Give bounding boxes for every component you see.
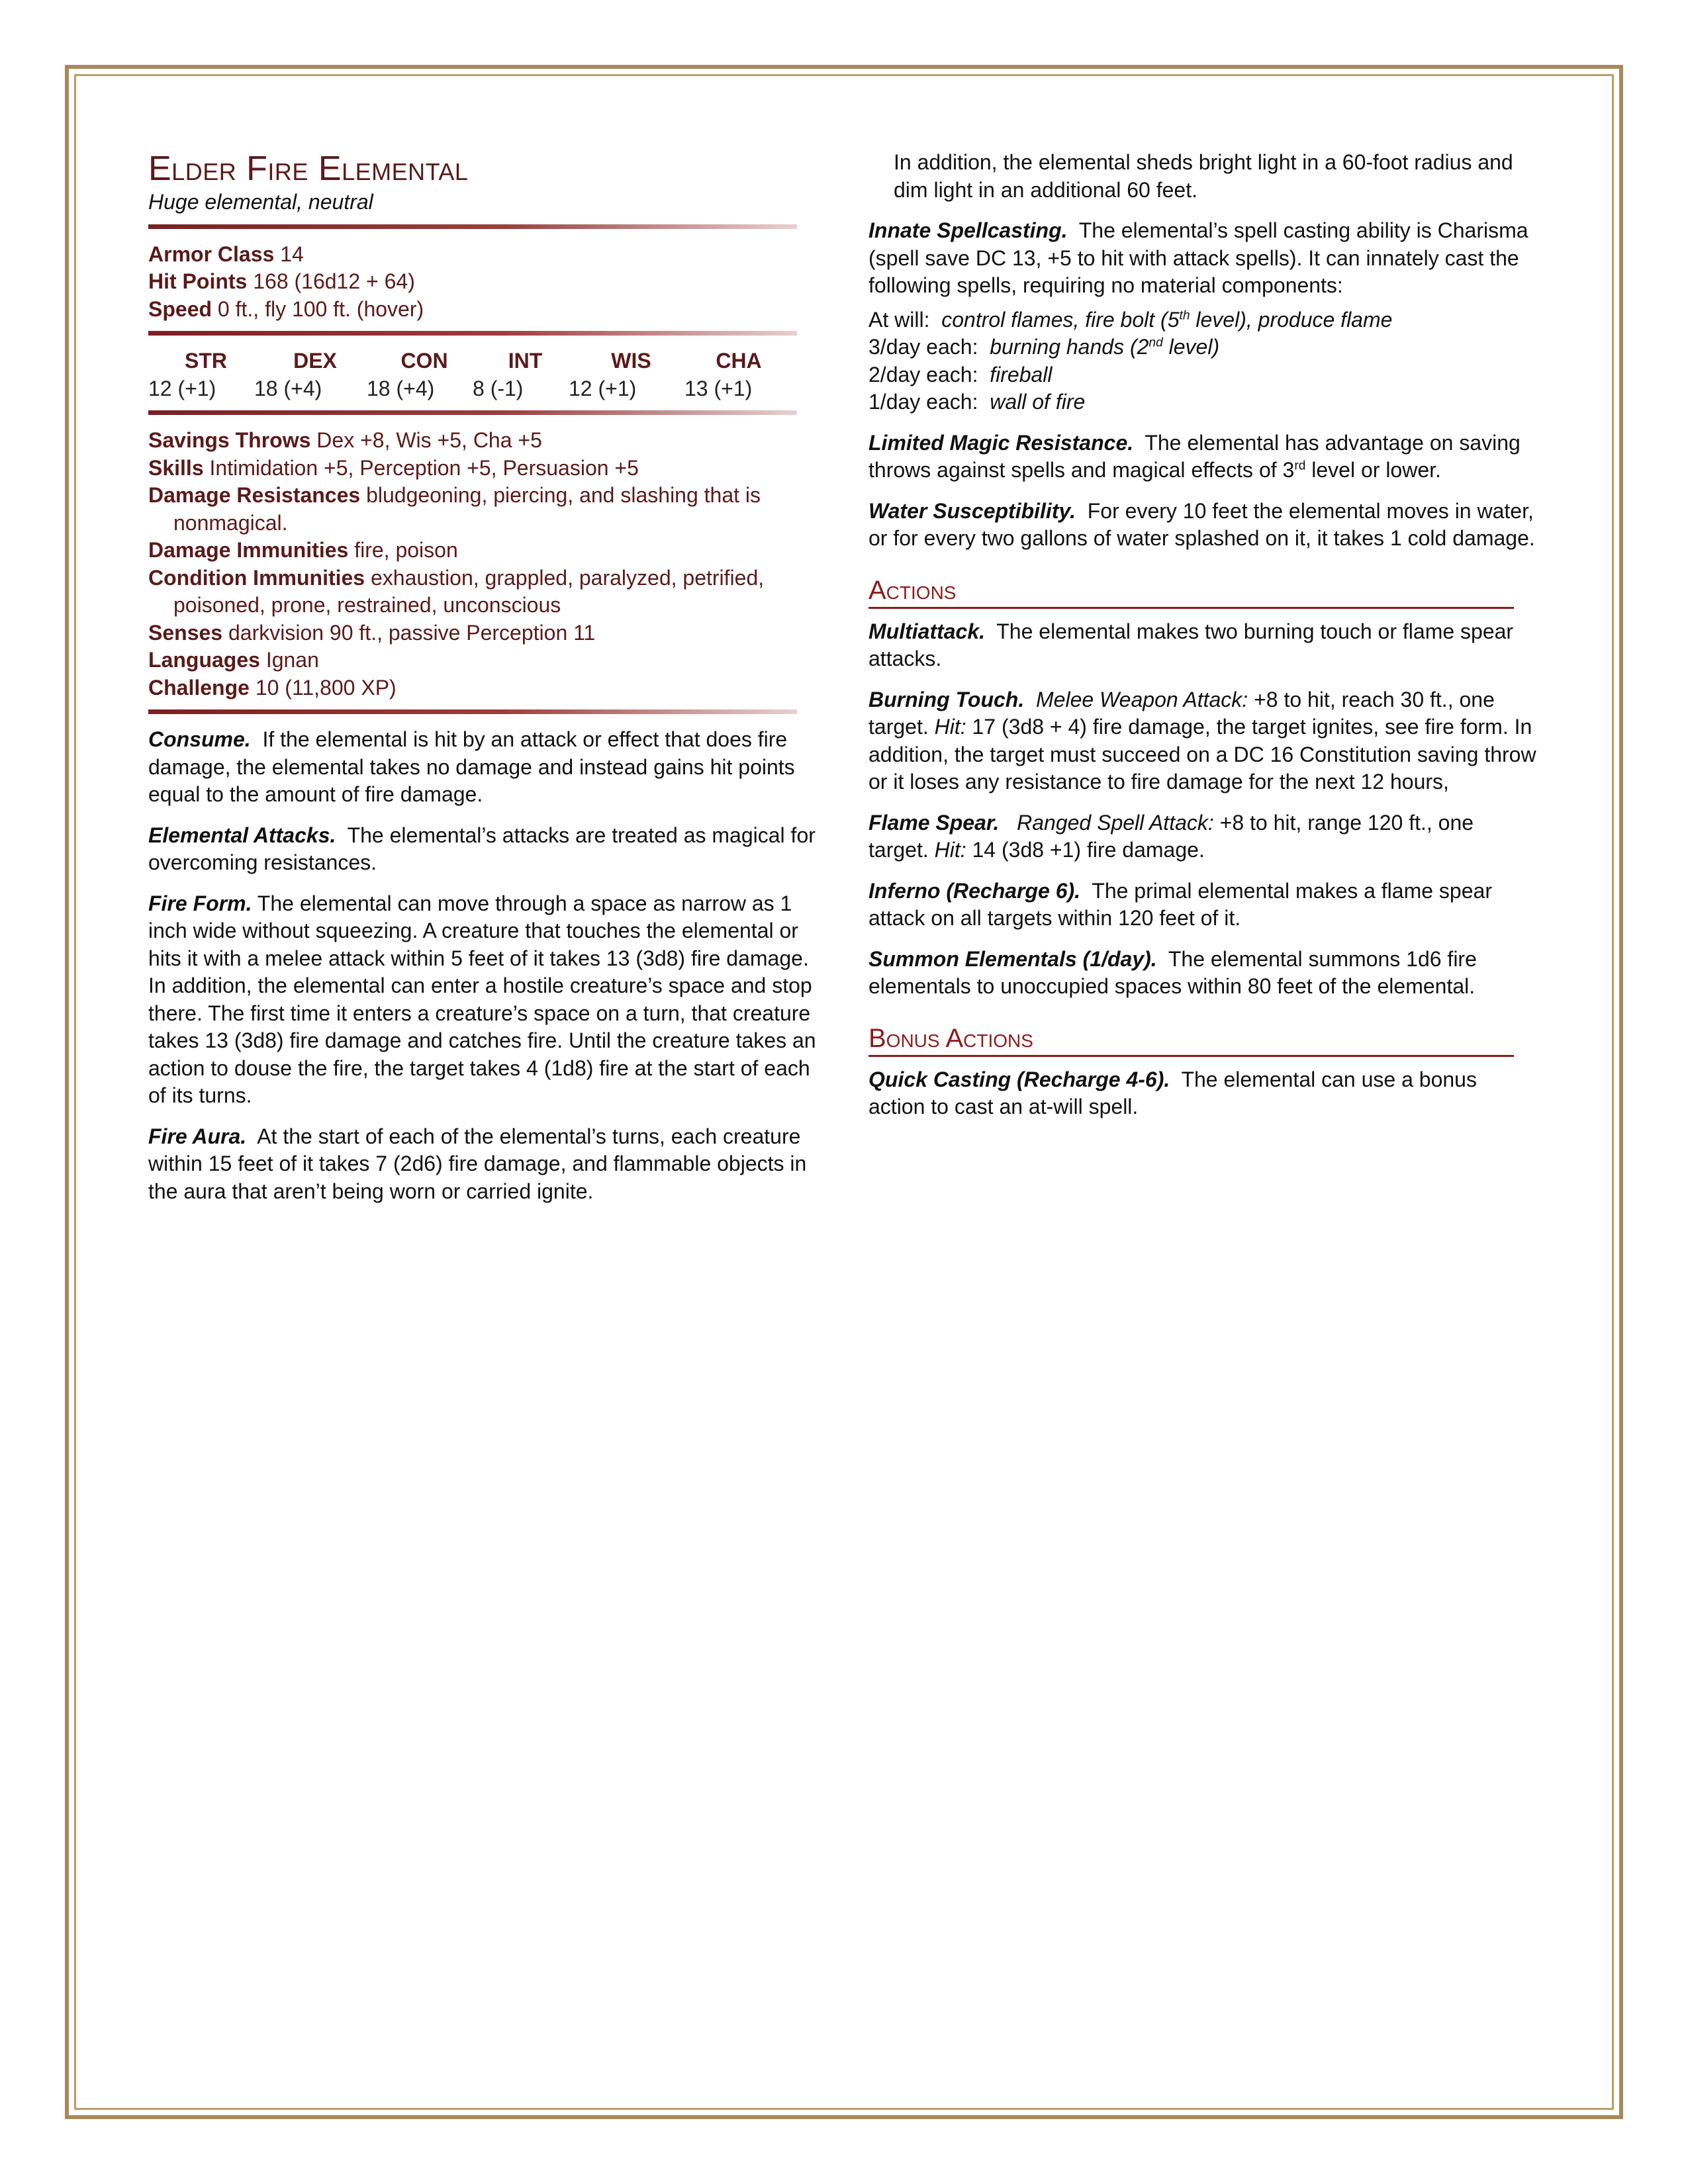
divider: [148, 410, 797, 415]
challenge: Challenge 10 (11,800 XP): [148, 675, 397, 700]
action-flame-spear: Flame Spear. Ranged Spell Attack: +8 to hit, range 120 ft., one target. Hit: 14 (3d8 +1) fire damage.: [868, 810, 1474, 862]
actions-heading: Actions: [868, 575, 1514, 609]
ability-value: 12 (+1): [569, 376, 637, 400]
divider: [148, 224, 797, 229]
ability-name: CHA: [716, 349, 762, 373]
ability-value: 12 (+1): [148, 376, 216, 400]
condition-immunities: Condition Immunities exhaustion, grappled, paralyzed, petrified, poisoned, prone, restrained, unconscious: [148, 565, 765, 617]
monster-name: Elder Fire Elemental: [148, 150, 469, 188]
ability-name: CON: [400, 349, 448, 373]
divider: [148, 709, 797, 714]
damage-immunities: Damage Immunities fire, poison: [148, 538, 458, 562]
senses: Senses darkvision 90 ft., passive Perception 11: [148, 620, 596, 645]
trait-fire-form: Fire Form. The elemental can move through a space as narrow as 1 inch wide without squeezing. A creature that touches the elemental or hits it with a melee attack within 5 feet of it takes 13 (3d8) fire damage. In addition, the elemental can enter a hostile creature’s space and stop there. The first time it enters a creature’s space on a turn, that creature takes 13 (3d8) fire damage and catches fire. Until the creature takes an action to douse the fire, the target takes 4 (1d8) fire at the start of each of its turns.: [148, 891, 816, 1107]
trait-innate-spellcasting: Innate Spellcasting. The elemental’s spell casting ability is Charisma (spell save DC 13, +5 to hit with attack spells). It can innately cast the following spells, requiring no material components:: [868, 218, 1528, 297]
spell-row: 3/day each: burning hands (2nd level): [868, 335, 1220, 359]
bonus-action-quick-casting: Quick Casting (Recharge 4-6). The elemental can use a bonus action to cast an at-will spell.: [868, 1067, 1477, 1118]
hit-points: Hit Points 168 (16d12 + 64): [148, 269, 415, 293]
speed: Speed 0 ft., fly 100 ft. (hover): [148, 296, 424, 321]
ability-scores: [148, 347, 784, 402]
spell-row: 2/day each: fireball: [868, 362, 1053, 387]
trait-fire-aura: Fire Aura. At the start of each of the elemental’s turns, each creature within 15 feet of it takes 7 (2d6) fire damage, and flammable objects in the aura that aren’t being worn or carried ignite.: [148, 1124, 807, 1203]
skills: Skills Intimidation +5, Perception +5, Persuasion +5: [148, 455, 639, 480]
stat-block-left-column: [148, 149, 817, 1218]
trait-consume: Consume. If the elemental is hit by an attack or effect that does fire damage, the elemental takes no damage and instead gains hit points equal to the amount of fire damage.: [148, 727, 795, 806]
bonus-actions-heading: Bonus Actions: [868, 1023, 1514, 1057]
ability-name: WIS: [611, 349, 651, 373]
spell-row: 1/day each: wall of fire: [868, 390, 1086, 414]
ability-value: 18 (+4): [254, 376, 322, 400]
ability-name: INT: [508, 349, 543, 373]
spell-row: At will: control flames, fire bolt (5th level), produce flame: [868, 307, 1393, 332]
action-summon-elementals: Summon Elementals (1/day). The elemental summons 1d6 fire elementals to unoccupied spaces within 80 feet of the elemental.: [868, 946, 1477, 998]
damage-resistances: Damage Resistances bludgeoning, piercing, and slashing that is nonmagical.: [148, 483, 761, 535]
ability-value: 8 (-1): [473, 376, 524, 400]
stat-block-right-column: [868, 149, 1537, 1134]
languages: Languages Ignan: [148, 648, 319, 672]
trait-limited-magic-resistance: Limited Magic Resistance. The elemental has advantage on saving throws against spells and magical effects of 3rd level or lower.: [868, 430, 1521, 482]
armor-class: Armor Class 14: [148, 242, 304, 266]
ability-value: 13 (+1): [684, 376, 753, 400]
ability-value: 18 (+4): [367, 376, 435, 400]
saving-throws: Savings Throws Dex +8, Wis +5, Cha +5: [148, 428, 542, 452]
monster-type: Huge elemental, neutral: [148, 190, 373, 214]
ability-name: STR: [185, 349, 227, 373]
action-inferno: Inferno (Recharge 6). The primal elemental makes a flame spear attack on all targets within 120 feet of it.: [868, 878, 1492, 930]
trait-elemental-attacks: Elemental Attacks. The elemental’s attacks are treated as magical for overcoming resistances.: [148, 823, 816, 874]
action-multiattack: Multiattack. The elemental makes two burning touch or flame spear attacks.: [868, 619, 1514, 670]
light-text: In addition, the elemental sheds bright light in a 60-foot radius and dim light in an additional 60 feet.: [894, 150, 1513, 202]
action-burning-touch: Burning Touch. Melee Weapon Attack: +8 to hit, reach 30 ft., one target. Hit: 17 (3d8 + 4) fire damage, the target ignites, see fire form. In addition, the target must succeed on a DC 16 Constitution saving throw or it loses any resistance to fire damage for the next 12 hours,: [868, 687, 1536, 794]
divider: [148, 331, 797, 336]
trait-water-susceptibility: Water Susceptibility. For every 10 feet the elemental moves in water, or for every two gallons of water splashed on it, it takes 1 cold damage.: [868, 498, 1535, 550]
ability-name: DEX: [293, 349, 337, 373]
